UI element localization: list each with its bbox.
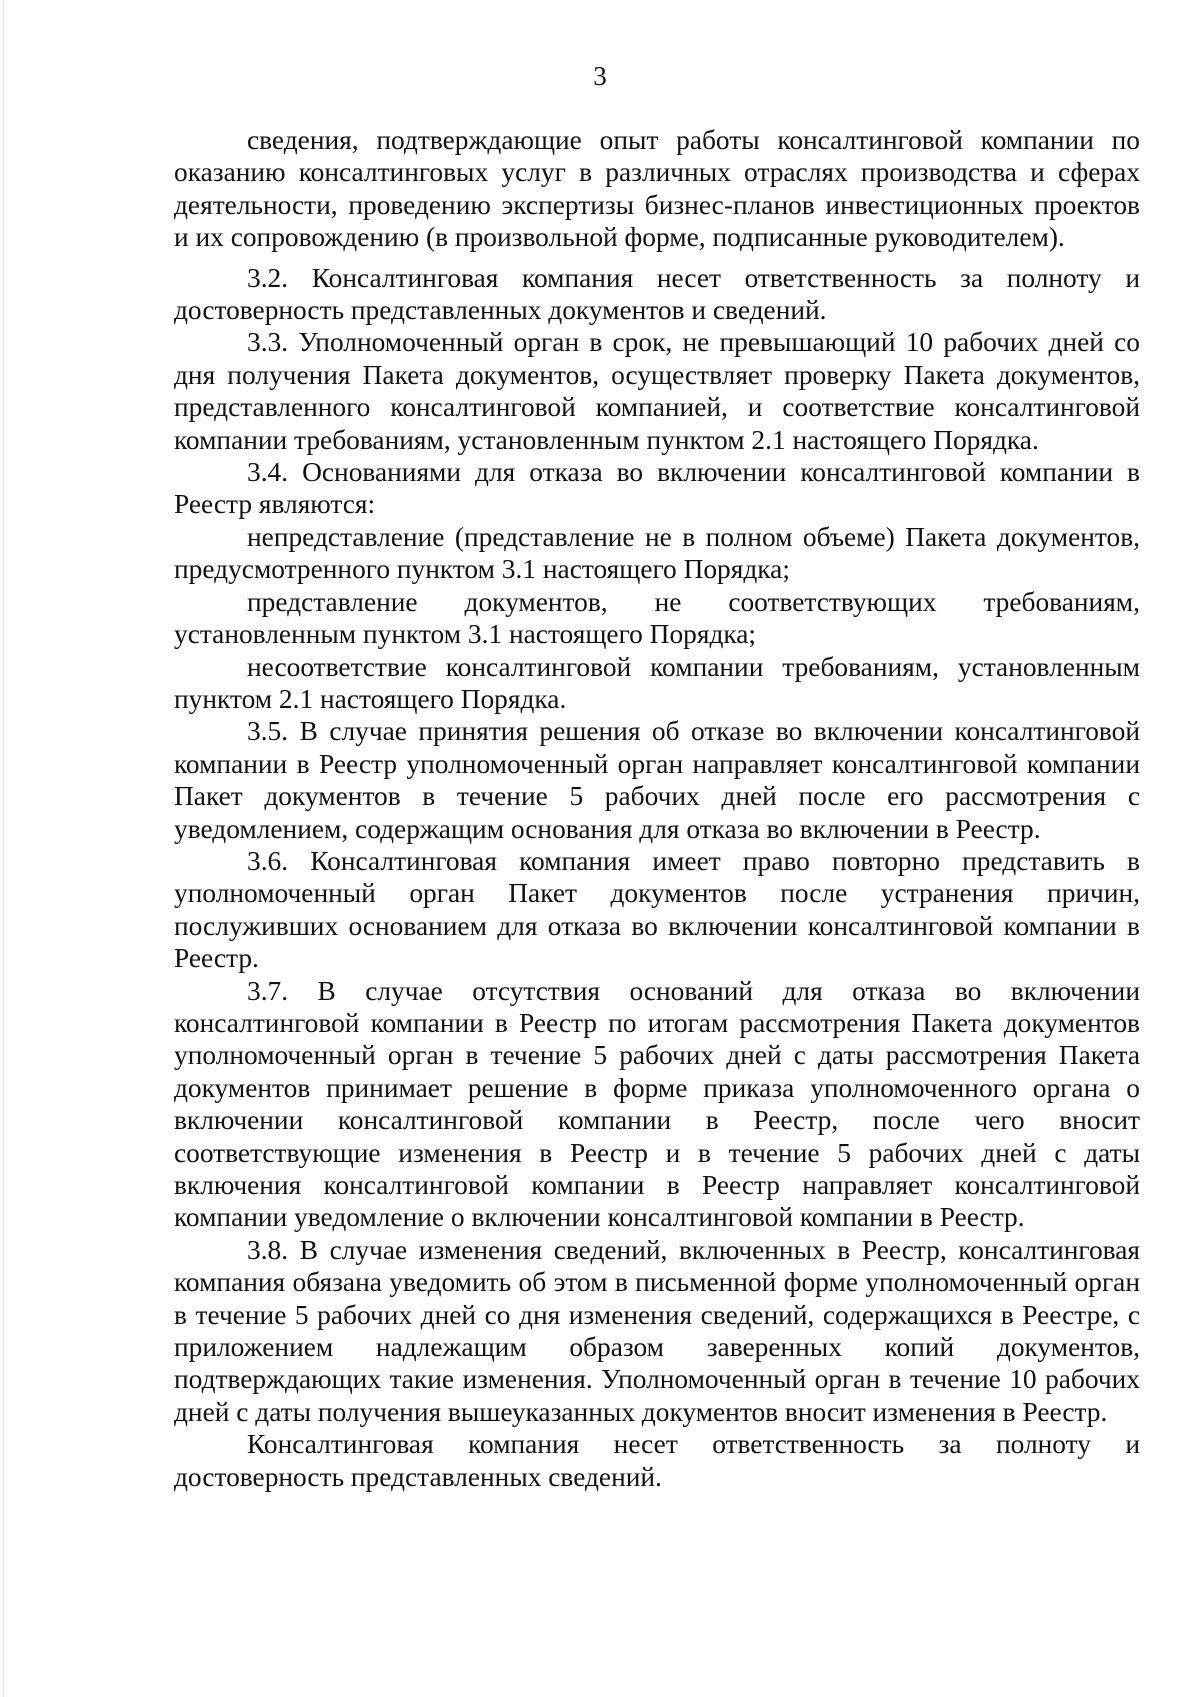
paragraph-experience-info: сведения, подтверждающие опыт работы консалтинговой компании по оказанию консалтинговых услуг в различных отраслях производства и сферах деятельности, проведению экспертизы бизнес-планов инвестиционных проектов и их сопровождению (в произвольной форме, подписанные руководителем).	[174, 125, 1140, 253]
paragraph-3-7: 3.7. В случае отсутствия оснований для отказа во включении консалтинговой компании в Реестр по итогам рассмотрения Пакета документов уполномоченный орган в течение 5 рабочих дней с даты рассмотрения Пакета документов принимает решение в форме приказа уполномоченного органа о включении консалтинговой компании в Реестр, после чего вносит соответствующие изменения в Реестр и в течение 5 рабочих дней с даты включения консалтинговой компании в Реестр направляет консалтинговой компании уведомление о включении консалтинговой компании в Реестр.	[174, 975, 1140, 1233]
paragraph-3-4: 3.4. Основаниями для отказа во включении консалтинговой компании в Реестр являются:	[174, 457, 1140, 520]
paragraph-responsibility: Консалтинговая компания несет ответственность за полноту и достоверность представленных сведений.	[174, 1429, 1140, 1492]
paragraph-3-2: 3.2. Консалтинговая компания несет ответственность за полноту и достоверность представленных документов и сведений.	[174, 262, 1140, 326]
paragraph-3-4-reason-1: непредставление (представление не в полном объеме) Пакета документов, предусмотренного пунктом 3.1 настоящего Порядка;	[174, 521, 1140, 585]
paragraph-3-3: 3.3. Уполномоченный орган в срок, не превышающий 10 рабочих дней со дня получения Пакета документов, осуществляет проверку Пакета документов, представленного консалтинговой компанией, и соответствие консалтинговой компании требованиям, установленным пунктом 2.1 настоящего Порядка.	[174, 327, 1140, 455]
page-number: 3	[593, 61, 607, 91]
document-body	[174, 124, 1140, 1493]
paragraph-3-8: 3.8. В случае изменения сведений, включенных в Реестр, консалтинговая компания обязана уведомить об этом в письменной форме уполномоченный орган в течение 5 рабочих дней со дня изменения сведений, содержащихся в Реестре, с приложением надлежащим образом заверенных копий документов, подтверждающих такие изменения. Уполномоченный орган в течение 10 рабочих дней с даты получения вышеуказанных документов вносит изменения в Реестр.	[174, 1234, 1140, 1427]
paragraph-3-6: 3.6. Консалтинговая компания имеет право повторно представить в уполномоченный орган Пакет документов после устранения причин, послуживших основанием для отказа во включении консалтинговой компании в Реестр.	[174, 845, 1140, 974]
paragraph-3-4-reason-2: представление документов, не соответствующих требованиям, установленным пунктом 3.1 настоящего Порядка;	[174, 586, 1140, 650]
paragraph-3-5: 3.5. В случае принятия решения об отказе во включении консалтинговой компании в Реестр уполномоченный орган направляет консалтинговой компании Пакет документов в течение 5 рабочих дней после его рассмотрения с уведомлением, содержащим основания для отказа во включении в Реестр.	[174, 716, 1140, 844]
scan-edge-line	[3, 0, 4, 1697]
paragraph-3-4-reason-3: несоответствие консалтинговой компании требованиям, установленным пунктом 2.1 настоящего Порядка.	[174, 651, 1140, 714]
